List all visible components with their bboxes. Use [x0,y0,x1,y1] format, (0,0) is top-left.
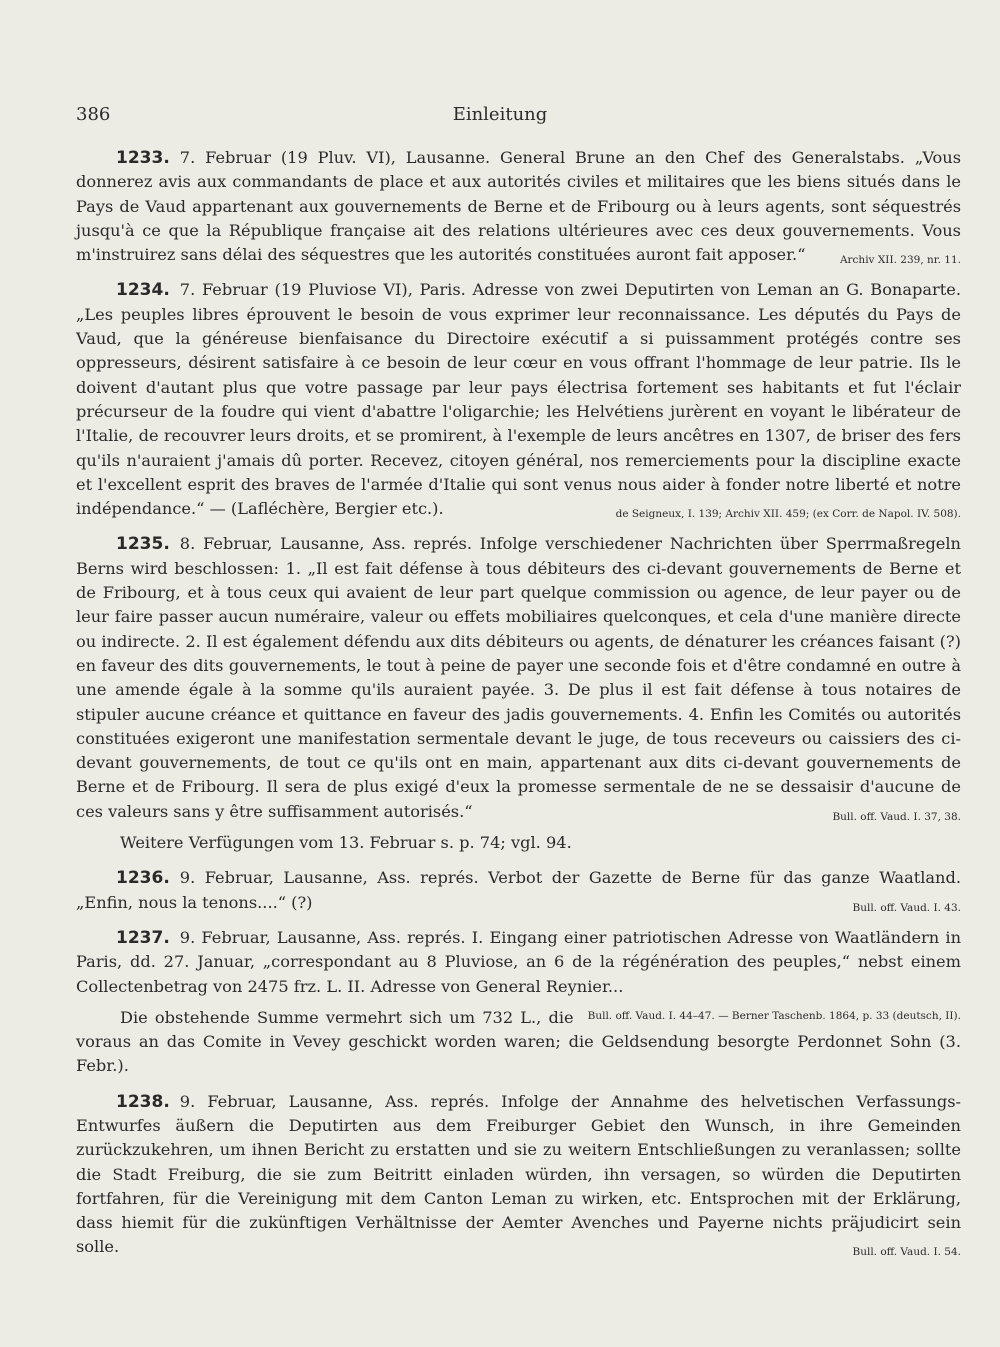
entry-1236 [76,866,961,915]
entry-text: 8. Februar, Lausanne, Ass. représ. Infolge verschiedener Nachrichten über Sperrmaßregeln Berns wird beschlossen: 1. „Il est fait défense à tous débiteurs des ci-devant gouvernements de Berne et de Fribourg, et à tous ceux qui avaient de leur part quelque commission ou agence, de leur payer ou de leur faire passer aucun numéraire, valeur ou effets mobiliaires quelconques, et cela d'une manière directe ou indirecte. 2. Il est également défendu aux dits débiteurs ou agents, de dénaturer les créances faisant (?) en faveur des dits gouvernements, le tout à peine de payer une seconde fois et d'être condamné en outre à une amende égale à la somme qu'ils auraient payée. 3. De plus il est fait défense à tous notaires de stipuler aucune créance et quittance en faveur des jadis gouvernements. 4. Enfin les Comités ou autorités constituées exigeront une manifestation sermentale devant le juge, de tous receveurs ou caissiers des ci-devant gouvernements, de tout ce qu'ils ont en main, appartenant aux dits ci-devant gouvernements de Berne et de Fribourg. Il sera de plus exigé d'eux la promesse sermentale de ne se dessaisir d'aucune de ces valeurs sans y être suffisamment autorisés.“ [76,534,961,821]
source-reference: Bull. off. Vaud. I. 37, 38. [832,810,961,823]
entry-1238 [76,1090,961,1260]
entry-text: 9. Februar, Lausanne, Ass. représ. I. Eingang einer patriotischen Adresse von Waatländern in Paris, dd. 27. Januar, „correspondant au 8 Pluviose, an 6 de la régénération des peuples,“ nebst einem Collectenbetrag von 2475 frz. L. II. Adresse von General Reynier... [76,927,961,996]
running-title: Einleitung [452,104,548,125]
source-reference: Archiv XII. 239, nr. 11. [839,254,961,267]
source-reference: Bull. off. Vaud. I. 43. [852,901,961,914]
entry-text: 7. Februar (19 Pluv. VI), Lausanne. General Brune an den Chef des Generalstabs. „Vous donnerez avis aux commandants de place et aux autorités civiles et militaires que les biens situés dans le Pays de Vaud appartenant aux gouvernements de Berne et de Fribourg ou à leurs agents, sont séquestrés jusqu'à ce que la République française ait des relations ultérieures avec ces deux gouvernements. Vous m'instruirez sans délai des séquestres que les autorités constituées auront fait apposer.“ [76,148,961,265]
source-reference: Bull. off. Vaud. I. 44–47. — Berner Taschenb. 1864, p. 33 (deutsch, II). [587,1009,961,1022]
entry-number: 1236. [116,868,170,889]
entry-number: 1237. [116,927,170,948]
entry-text: 9. Februar, Lausanne, Ass. représ. Infolge der Annahme des helvetischen Verfassungs-Entwurfes äußern die Deputirten aus dem Freiburger Gebiet den Wunsch, in ihre Gemeinden zurückzukehren, um ihnen Bericht zu erstatten und sie zu weitern Entschließungen zu veranlassen; sollte die Stadt Freiburg, die sie zum Beitritt einladen würden, ihn versagen, so würden die Deputirten fortfahren, für die Vereinigung mit dem Canton Leman zu wirken, etc. Entsprochen mit der Erklärung, dass hiemit für die zukünftigen Verhältnisse der Aemter Avenches und Payerne nichts präjudicirt sein solle. [76,1091,961,1257]
entry-number: 1238. [116,1091,170,1112]
entry-number: 1234. [116,280,170,301]
entry-1233 [76,146,961,267]
entry-text: 9. Februar, Lausanne, Ass. représ. Verbot der Gazette de Berne für das ganze Waatland. „Enfin, nous la tenons....“ (?) [76,868,961,912]
entry-note: Die obstehende Summe vermehrt sich um 732 L., die voraus an das Comite in Vevey geschickt worden waren; die Geldsendung besorgte Perdonnet Sohn (3. Febr.). [76,1007,961,1076]
entry-text: 7. Februar (19 Pluviose VI), Paris. Adresse von zwei Deputirten von Leman an G. Bonaparte. „Les peuples libres éprouvent le besoin de vous exprimer leur reconnaissance. Les députés du Pays de Vaud, que la généreuse bienfaisance du Directoire exécutif a si puissamment protégés contre ses oppresseurs, désirent satisfaire à ce besoin de leur cœur en vous offrant l'hommage de leur patrie. Ils le doivent d'autant plus que votre passage par leur pays électrisa fortement ses habitants et fut l'éclair précurseur de la foudre qui vient d'abattre l'oligarchie; les Helvétiens jurèrent en voyant le libérateur de l'Italie, de recouvrer leurs droits, et se promirent, à l'exemple de leurs ancêtres en 1307, de briser des fers qu'ils n'auraient j'amais dû porter. Recevez, citoyen général, nos remerciements pour la discipline exacte et l'excellent esprit des braves de l'armée d'Italie qui sont venus nous aider à fonder notre liberté et notre indépendance.“ — (Lafléchère, Bergier etc.). [76,280,961,519]
entry-number: 1233. [116,148,170,168]
entry-1235 [76,532,961,824]
page-header [0,104,1000,132]
entry-1234 [76,278,961,521]
source-reference: de Seigneux, I. 139; Archiv XII. 459; (ex Corr. de Napol. IV. 508). [615,508,961,521]
page-number: 386 [76,104,111,125]
entry-1237 [76,926,961,1022]
source-reference: Bull. off. Vaud. I. 54. [852,1246,961,1259]
entry-number: 1235. [116,534,170,555]
entry-note: Weitere Verfügungen vom 13. Februar s. p. 74; vgl. 94. [120,833,572,853]
page-body [76,146,961,1271]
